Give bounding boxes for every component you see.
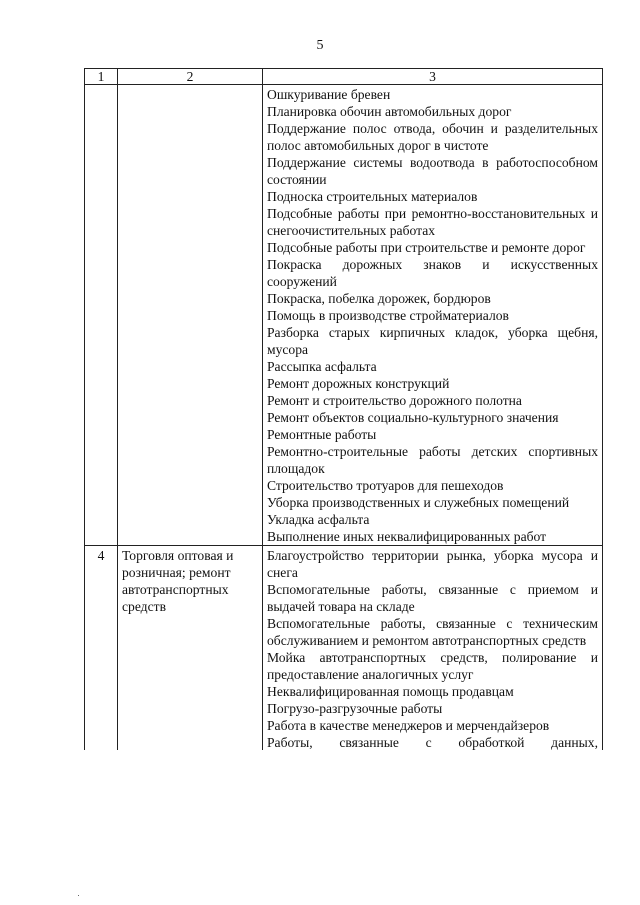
work-item: Рассыпка асфальта — [267, 359, 377, 374]
work-item: Мойка автотранспортных средств, полирование и предоставление аналогичных услуг — [267, 650, 598, 682]
work-item: Вспомогательные работы, связанные с приемом и выдачей товара на складе — [267, 582, 598, 614]
work-item: Подноска строительных материалов — [267, 189, 478, 204]
work-item: Покраска, побелка дорожек, бордюров — [267, 291, 491, 306]
work-item: Ремонтно-строительные работы детских спортивных площадок — [267, 444, 598, 476]
column-header-1: 1 — [85, 69, 118, 85]
table-row — [85, 546, 603, 751]
row-category — [118, 85, 263, 546]
work-item: Выполнение иных неквалифицированных работ — [267, 529, 547, 544]
work-item: Подсобные работы при ремонтно-восстановительных и снегоочистительных работах — [267, 206, 598, 238]
work-item: Покраска дорожных знаков и искусственных сооружений — [267, 257, 598, 289]
activities-table — [84, 68, 603, 750]
row-number: 4 — [85, 546, 118, 751]
table-header-row — [85, 69, 603, 85]
row-work-list — [263, 546, 603, 751]
page-number: 5 — [316, 38, 324, 53]
column-header-3: 3 — [263, 69, 603, 85]
work-item: Планировка обочин автомобильных дорог — [267, 104, 512, 119]
work-item: Разборка старых кирпичных кладок, уборка щебня, мусора — [267, 325, 598, 357]
work-item: Подсобные работы при строительстве и ремонте дорог — [267, 240, 586, 255]
work-item: Укладка асфальта — [267, 512, 370, 527]
work-item: Неквалифицированная помощь продавцам — [267, 684, 514, 699]
work-item: Помощь в производстве стройматериалов — [267, 308, 509, 323]
scan-mark — [78, 895, 79, 896]
work-item: Ремонт объектов социально-культурного значения — [267, 410, 559, 425]
row-work-list — [263, 85, 603, 546]
work-item: Поддержание системы водоотвода в работоспособном состоянии — [267, 155, 598, 187]
work-item: Благоустройство территории рынка, уборка мусора и снега — [267, 548, 598, 580]
work-item: Строительство тротуаров для пешеходов — [267, 478, 504, 493]
work-item: Ремонт и строительство дорожного полотна — [267, 393, 522, 408]
work-item: Ремонт дорожных конструкций — [267, 376, 450, 391]
work-item: Работа в качестве менеджеров и мерчендайзеров — [267, 718, 550, 733]
row-category: Торговля оптовая и розничная; ремонт автотранспортных средств — [118, 546, 263, 751]
row-number — [85, 85, 118, 546]
table-row — [85, 85, 603, 546]
work-item: Вспомогательные работы, связанные с техническим обслуживанием и ремонтом автотранспортных средств — [267, 616, 598, 648]
work-item: Погрузо-разгрузочные работы — [267, 701, 443, 716]
work-item: Поддержание полос отвода, обочин и разделительных полос автомобильных дорог в чистоте — [267, 121, 598, 153]
work-item: Работы, связанные с обработкой данных, — [267, 735, 598, 750]
work-item: Ремонтные работы — [267, 427, 377, 442]
work-item: Уборка производственных и служебных помещений — [267, 495, 570, 510]
column-header-2: 2 — [118, 69, 263, 85]
work-item: Ошкуривание бревен — [267, 87, 391, 102]
